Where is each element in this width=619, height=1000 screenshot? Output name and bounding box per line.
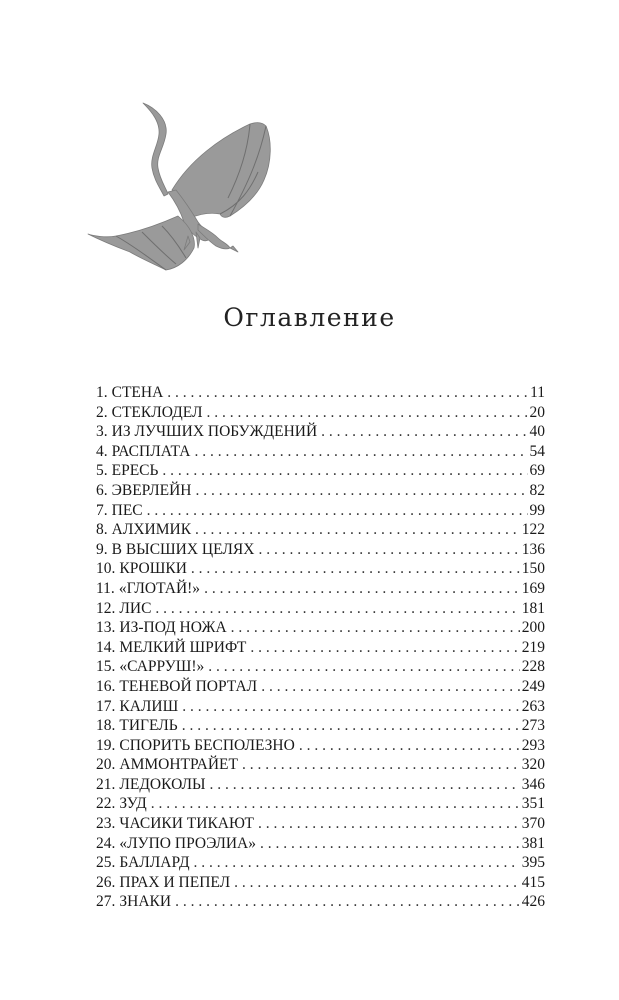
toc-entry-page: 122 bbox=[521, 521, 545, 539]
toc-entry-number: 21. bbox=[96, 775, 116, 793]
toc-entry-title: «САРРУШ!» bbox=[119, 658, 205, 676]
toc-entry[interactable] bbox=[96, 853, 545, 873]
toc-entry-title: В ВЫСШИХ ЦЕЛЯХ bbox=[111, 540, 255, 558]
toc-entry[interactable] bbox=[96, 892, 545, 912]
dot-leader bbox=[242, 755, 520, 775]
toc-entry-title: ЛИС bbox=[119, 599, 152, 617]
dot-leader bbox=[162, 461, 527, 481]
dot-leader bbox=[194, 442, 527, 462]
dot-leader bbox=[155, 599, 519, 619]
toc-entry-number: 9. bbox=[96, 540, 108, 558]
toc-entry-title: ИЗ-ПОД НОЖА bbox=[119, 619, 227, 637]
toc-entry-page: 426 bbox=[521, 893, 545, 911]
dot-leader bbox=[196, 481, 528, 501]
toc-entry-title: ЗУД bbox=[119, 795, 147, 813]
dot-leader bbox=[299, 736, 520, 756]
toc-entry[interactable] bbox=[96, 403, 545, 423]
toc-entry-page: 273 bbox=[521, 717, 545, 735]
toc-entry[interactable] bbox=[96, 461, 545, 481]
dot-leader bbox=[182, 716, 520, 736]
toc-entry-title: ТЕНЕВОЙ ПОРТАЛ bbox=[119, 677, 258, 695]
toc-entry-page: 415 bbox=[521, 873, 545, 891]
toc-entry-number: 15. bbox=[96, 658, 116, 676]
toc-entry-page: 263 bbox=[521, 697, 545, 715]
toc-entry-number: 19. bbox=[96, 736, 116, 754]
toc-entry[interactable] bbox=[96, 481, 545, 501]
toc-entry[interactable] bbox=[96, 638, 545, 658]
toc-entry[interactable] bbox=[96, 697, 545, 717]
toc-entry-page: 40 bbox=[529, 423, 545, 441]
toc-entry[interactable] bbox=[96, 794, 545, 814]
toc-entry-number: 23. bbox=[96, 815, 116, 833]
toc-entry[interactable] bbox=[96, 599, 545, 619]
toc-entry-number: 27. bbox=[96, 893, 116, 911]
toc-entry-page: 228 bbox=[521, 658, 545, 676]
dot-leader bbox=[175, 892, 520, 912]
dot-leader bbox=[207, 403, 528, 423]
dot-leader bbox=[231, 618, 520, 638]
toc-entry-number: 14. bbox=[96, 638, 116, 656]
toc-entry[interactable] bbox=[96, 383, 545, 403]
dot-leader bbox=[182, 697, 520, 717]
toc-entry-number: 7. bbox=[96, 501, 108, 519]
toc-entry[interactable] bbox=[96, 559, 545, 579]
table-of-contents bbox=[96, 383, 545, 912]
toc-entry-number: 18. bbox=[96, 717, 116, 735]
toc-entry-page: 136 bbox=[521, 540, 545, 558]
toc-entry[interactable] bbox=[96, 736, 545, 756]
toc-entry-number: 10. bbox=[96, 560, 116, 578]
toc-entry-number: 4. bbox=[96, 442, 108, 460]
toc-entry-number: 6. bbox=[96, 481, 108, 499]
toc-entry-page: 99 bbox=[529, 501, 545, 519]
toc-entry-page: 11 bbox=[530, 384, 545, 401]
dot-leader bbox=[167, 383, 528, 403]
dot-leader bbox=[147, 501, 528, 521]
toc-entry-page: 169 bbox=[521, 579, 545, 597]
toc-entry-page: 181 bbox=[521, 599, 545, 617]
toc-entry-title: РАСПЛАТА bbox=[111, 442, 191, 460]
toc-entry-title: СПОРИТЬ БЕСПОЛЕЗНО bbox=[119, 736, 295, 754]
dot-leader bbox=[260, 834, 520, 854]
dot-leader bbox=[210, 775, 520, 795]
toc-entry[interactable] bbox=[96, 442, 545, 462]
dot-leader bbox=[195, 520, 520, 540]
toc-entry-title: «ГЛОТАЙ!» bbox=[118, 579, 201, 597]
toc-entry-title: ЗНАКИ bbox=[119, 893, 172, 911]
toc-entry-title: АММОНТРАЙЕТ bbox=[119, 756, 238, 774]
toc-entry[interactable] bbox=[96, 579, 545, 599]
toc-entry-page: 381 bbox=[521, 834, 545, 852]
toc-entry-title: ПРАХ И ПЕПЕЛ bbox=[119, 873, 231, 891]
toc-entry-number: 20. bbox=[96, 756, 116, 774]
toc-entry-title: БАЛЛАРД bbox=[119, 854, 190, 872]
toc-entry-title: АЛХИМИК bbox=[111, 521, 192, 539]
toc-entry-page: 395 bbox=[521, 854, 545, 872]
toc-entry-title: ЭВЕРЛЕЙН bbox=[111, 481, 192, 499]
toc-entry-title: ТИГЕЛЬ bbox=[119, 717, 178, 735]
toc-entry-page: 54 bbox=[529, 442, 545, 460]
toc-entry-page: 293 bbox=[521, 736, 545, 754]
toc-entry-title: ПЕС bbox=[111, 501, 143, 519]
toc-entry-number: 12. bbox=[96, 599, 116, 617]
toc-entry-page: 150 bbox=[521, 560, 545, 578]
toc-entry-title: ЧАСИКИ ТИКАЮТ bbox=[119, 815, 255, 833]
toc-entry-page: 346 bbox=[521, 775, 545, 793]
toc-entry-page: 82 bbox=[529, 481, 545, 499]
toc-entry[interactable] bbox=[96, 677, 545, 697]
toc-entry-title: КРОШКИ bbox=[119, 560, 187, 578]
toc-entry-title: СТЕКЛОДЕЛ bbox=[111, 403, 203, 421]
dot-leader bbox=[234, 873, 520, 893]
toc-entry[interactable] bbox=[96, 422, 545, 442]
toc-entry[interactable] bbox=[96, 501, 545, 521]
toc-entry-page: 249 bbox=[521, 677, 545, 695]
toc-entry-number: 26. bbox=[96, 873, 116, 891]
dot-leader bbox=[194, 853, 520, 873]
toc-entry[interactable] bbox=[96, 520, 545, 540]
toc-entry-number: 17. bbox=[96, 697, 116, 715]
dot-leader bbox=[261, 677, 520, 697]
toc-entry[interactable] bbox=[96, 618, 545, 638]
toc-entry-number: 24. bbox=[96, 834, 116, 852]
toc-entry[interactable] bbox=[96, 775, 545, 795]
toc-entry-title: «ЛУПО ПРОЭЛИА» bbox=[119, 834, 256, 852]
toc-entry[interactable] bbox=[96, 716, 545, 736]
page-title: Оглавление bbox=[223, 303, 396, 332]
toc-entry-title: СТЕНА bbox=[111, 384, 164, 401]
toc-entry-number: 2. bbox=[96, 403, 108, 421]
toc-entry-number: 16. bbox=[96, 677, 116, 695]
dragon-icon bbox=[80, 100, 290, 275]
toc-entry[interactable] bbox=[96, 755, 545, 775]
toc-entry-page: 320 bbox=[521, 756, 545, 774]
toc-entry-page: 200 bbox=[521, 619, 545, 637]
toc-entry[interactable] bbox=[96, 814, 545, 834]
toc-entry-number: 11. bbox=[96, 579, 115, 597]
toc-entry[interactable] bbox=[96, 834, 545, 854]
toc-entry-title: ЕРЕСЬ bbox=[111, 462, 159, 480]
dot-leader bbox=[258, 814, 520, 834]
toc-entry-title: ЛЕДОКОЛЫ bbox=[119, 775, 206, 793]
dot-leader bbox=[204, 579, 520, 599]
toc-entry-title: МЕЛКИЙ ШРИФТ bbox=[119, 638, 247, 656]
toc-entry-number: 3. bbox=[96, 423, 108, 441]
dot-leader bbox=[321, 422, 527, 442]
toc-entry-number: 25. bbox=[96, 854, 116, 872]
toc-entry[interactable] bbox=[96, 873, 545, 893]
toc-entry-number: 1. bbox=[96, 384, 108, 401]
dot-leader bbox=[208, 657, 519, 677]
toc-entry-number: 22. bbox=[96, 795, 116, 813]
toc-entry-page: 219 bbox=[521, 638, 545, 656]
toc-entry-title: КАЛИШ bbox=[119, 697, 179, 715]
toc-entry-number: 13. bbox=[96, 619, 116, 637]
dot-leader bbox=[258, 540, 519, 560]
toc-entry-number: 5. bbox=[96, 462, 108, 480]
toc-entry-page: 370 bbox=[521, 815, 545, 833]
toc-entry-page: 351 bbox=[521, 795, 545, 813]
dot-leader bbox=[250, 638, 519, 658]
toc-entry-page: 69 bbox=[529, 462, 545, 480]
toc-entry-page: 20 bbox=[529, 403, 545, 421]
toc-entry[interactable] bbox=[96, 657, 545, 677]
toc-entry[interactable] bbox=[96, 540, 545, 560]
dot-leader bbox=[151, 794, 520, 814]
dot-leader bbox=[191, 559, 520, 579]
toc-entry-number: 8. bbox=[96, 521, 108, 539]
toc-entry-title: ИЗ ЛУЧШИХ ПОБУЖДЕНИЙ bbox=[111, 423, 318, 441]
